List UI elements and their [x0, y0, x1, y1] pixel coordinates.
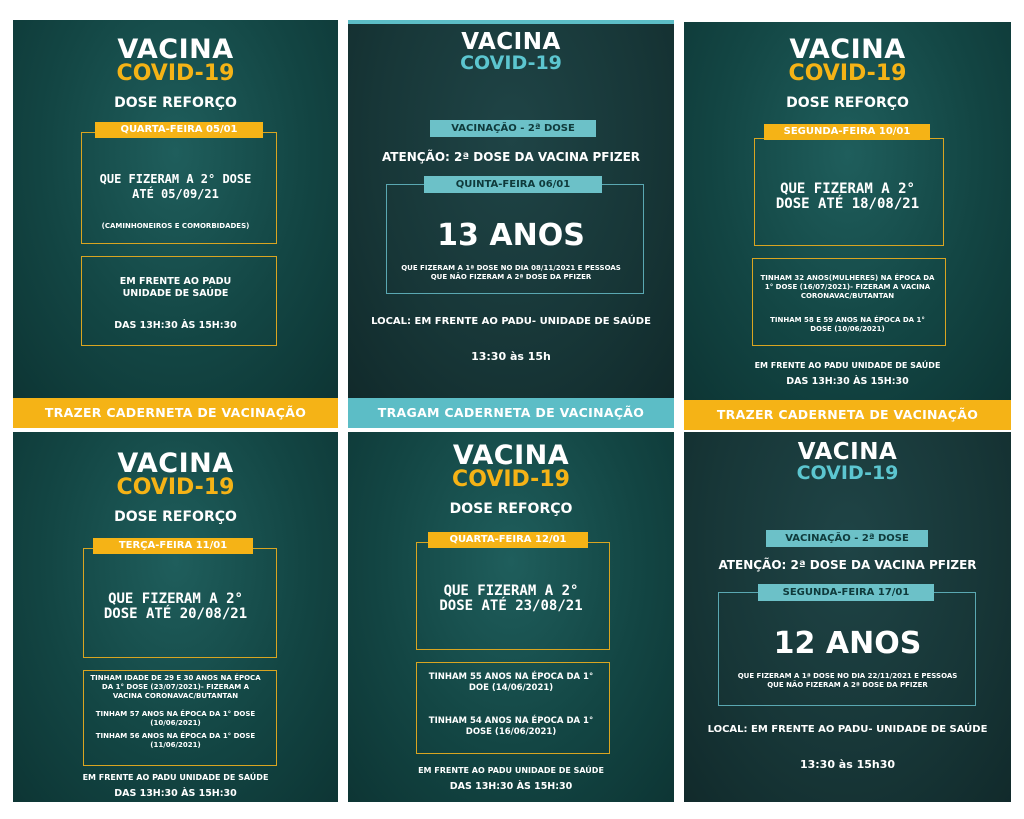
day-tag: TERÇA-FEIRA 11/01	[93, 538, 253, 554]
local-text: LOCAL: EM FRENTE AO PADU- UNIDADE DE SAÚDE	[371, 316, 651, 327]
vacina-title: VACINA	[117, 34, 234, 65]
covid-title: COVID-19	[460, 52, 562, 74]
location-text: EM FRENTE AO PADU UNIDADE DE SAÚDE	[119, 276, 232, 299]
age-info-1: TINHAM IDADE DE 29 E 30 ANOS NA ÉPOCA DA 1° DOSE (23/07/2021)- FIZERAM A VACINA CORONAVAC/BUTANTAN	[90, 674, 261, 700]
day-tag: SEGUNDA-FEIRA 10/01	[764, 124, 930, 140]
poster-quarta-12-01	[348, 432, 674, 802]
time-text: 13:30 às 15h30	[799, 758, 896, 771]
location-text: EM FRENTE AO PADU UNIDADE DE SAÚDE	[754, 361, 941, 370]
dose-criteria: QUE FIZERAM A 2° DOSE ATÉ 23/08/21	[439, 583, 583, 614]
dose-reforco-label: DOSE REFORÇO	[114, 95, 237, 111]
age-info-2: TINHAM 54 ANOS NA ÉPOCA DA 1° DOSE (16/06/2021)	[428, 716, 594, 737]
poster-segunda-10-01	[684, 22, 1011, 400]
dose-criteria: QUE FIZERAM A 2° DOSE ATÉ 18/08/21	[775, 181, 920, 212]
age-heading: 12 ANOS	[773, 626, 922, 661]
dose-reforco-label: DOSE REFORÇO	[786, 95, 909, 111]
time-text: 13:30 às 15h	[471, 350, 551, 363]
age-description: QUE FIZERAM A 1ª DOSE NO DIA 22/11/2021 E PESSOAS QUE NÃO FIZERAM A 2ª DOSE DA PFIZER	[737, 672, 958, 689]
time-text: DAS 13H:30 ÀS 15H:30	[449, 781, 573, 792]
vacina-title: VACINA	[789, 34, 906, 65]
covid-title: COVID-19	[116, 475, 235, 500]
dose-tag: VACINAÇÃO - 2ª DOSE	[430, 120, 596, 137]
time-text: DAS 13H:30 ÀS 15H:30	[786, 376, 909, 387]
age-info-1: TINHAM 55 ANOS NA ÉPOCA DA 1° DOE (14/06/2021)	[428, 672, 594, 693]
vacina-title: VACINA	[452, 440, 570, 471]
attention-text: ATENÇÃO: 2ª DOSE DA VACINA PFIZER	[381, 150, 641, 164]
vacina-title: VACINA	[797, 439, 898, 465]
covid-title: COVID-19	[452, 467, 570, 492]
dose-reforco-label: DOSE REFORÇO	[114, 509, 237, 525]
bring-card-banner: TRAZER CADERNETA DE VACINAÇÃO	[684, 400, 1011, 430]
age-description: QUE FIZERAM A 1ª DOSE NO DIA 08/11/2021 E PESSOAS QUE NÃO FIZERAM A 2ª DOSE DA PFIZER	[401, 264, 621, 281]
bring-card-banner: TRAGAM CADERNETA DE VACINAÇÃO	[348, 398, 674, 428]
location-text: EM FRENTE AO PADU UNIDADE DE SAÚDE	[418, 766, 604, 775]
day-tag: QUINTA-FEIRA 06/01	[424, 176, 602, 193]
day-tag: QUARTA-FEIRA 05/01	[95, 122, 263, 138]
location-frame	[81, 256, 277, 346]
local-text: LOCAL: EM FRENTE AO PADU- UNIDADE DE SAÚDE	[707, 724, 988, 735]
location-text: EM FRENTE AO PADU UNIDADE DE SAÚDE	[82, 773, 269, 782]
vacina-title: VACINA	[461, 29, 561, 55]
poster-terca-11-01	[13, 432, 338, 802]
dose-reforco-label: DOSE REFORÇO	[449, 501, 573, 517]
bring-card-banner: TRAZER CADERNETA DE VACINAÇÃO	[13, 398, 338, 428]
covid-title: COVID-19	[116, 61, 235, 86]
covid-title: COVID-19	[796, 462, 899, 484]
dose-criteria: QUE FIZERAM A 2° DOSE ATÉ 05/09/21	[99, 172, 252, 201]
age-info-1: TINHAM 32 ANOS(MULHERES) NA ÉPOCA DA 1° DOSE (16/07/2021)- FIZERAM A VACINA CORONAVAC/BUTANTAN	[760, 274, 935, 300]
attention-text: ATENÇÃO: 2ª DOSE DA VACINA PFIZER	[718, 558, 977, 572]
age-heading: 13 ANOS	[437, 218, 585, 253]
age-info-2: TINHAM 58 E 59 ANOS NA ÉPOCA DA 1° DOSE (10/06/2021)	[770, 316, 925, 333]
poster-quinta-06-01	[348, 24, 674, 398]
dose-tag: VACINAÇÃO - 2ª DOSE	[766, 530, 928, 547]
time-text: DAS 13H:30 ÀS 15H:30	[114, 320, 237, 331]
day-tag: QUARTA-FEIRA 12/01	[428, 532, 588, 548]
poster-quarta-05-01	[13, 20, 338, 398]
poster-segunda-17-01	[684, 432, 1011, 802]
age-info-2: TINHAM 57 ANOS NA ÉPOCA DA 1° DOSE (10/06/2021)	[95, 710, 256, 727]
age-info-3: TINHAM 56 ANOS NA ÉPOCA DA 1° DOSE (11/06/2021)	[95, 732, 256, 749]
criteria-note: (CAMINHONEIROS E COMORBIDADES)	[101, 222, 250, 230]
time-text: DAS 13H:30 ÀS 15H:30	[114, 788, 237, 799]
dose-criteria: QUE FIZERAM A 2° DOSE ATÉ 20/08/21	[103, 591, 248, 622]
vacina-title: VACINA	[117, 448, 234, 479]
covid-title: COVID-19	[788, 61, 907, 86]
day-tag: SEGUNDA-FEIRA 17/01	[758, 584, 934, 601]
